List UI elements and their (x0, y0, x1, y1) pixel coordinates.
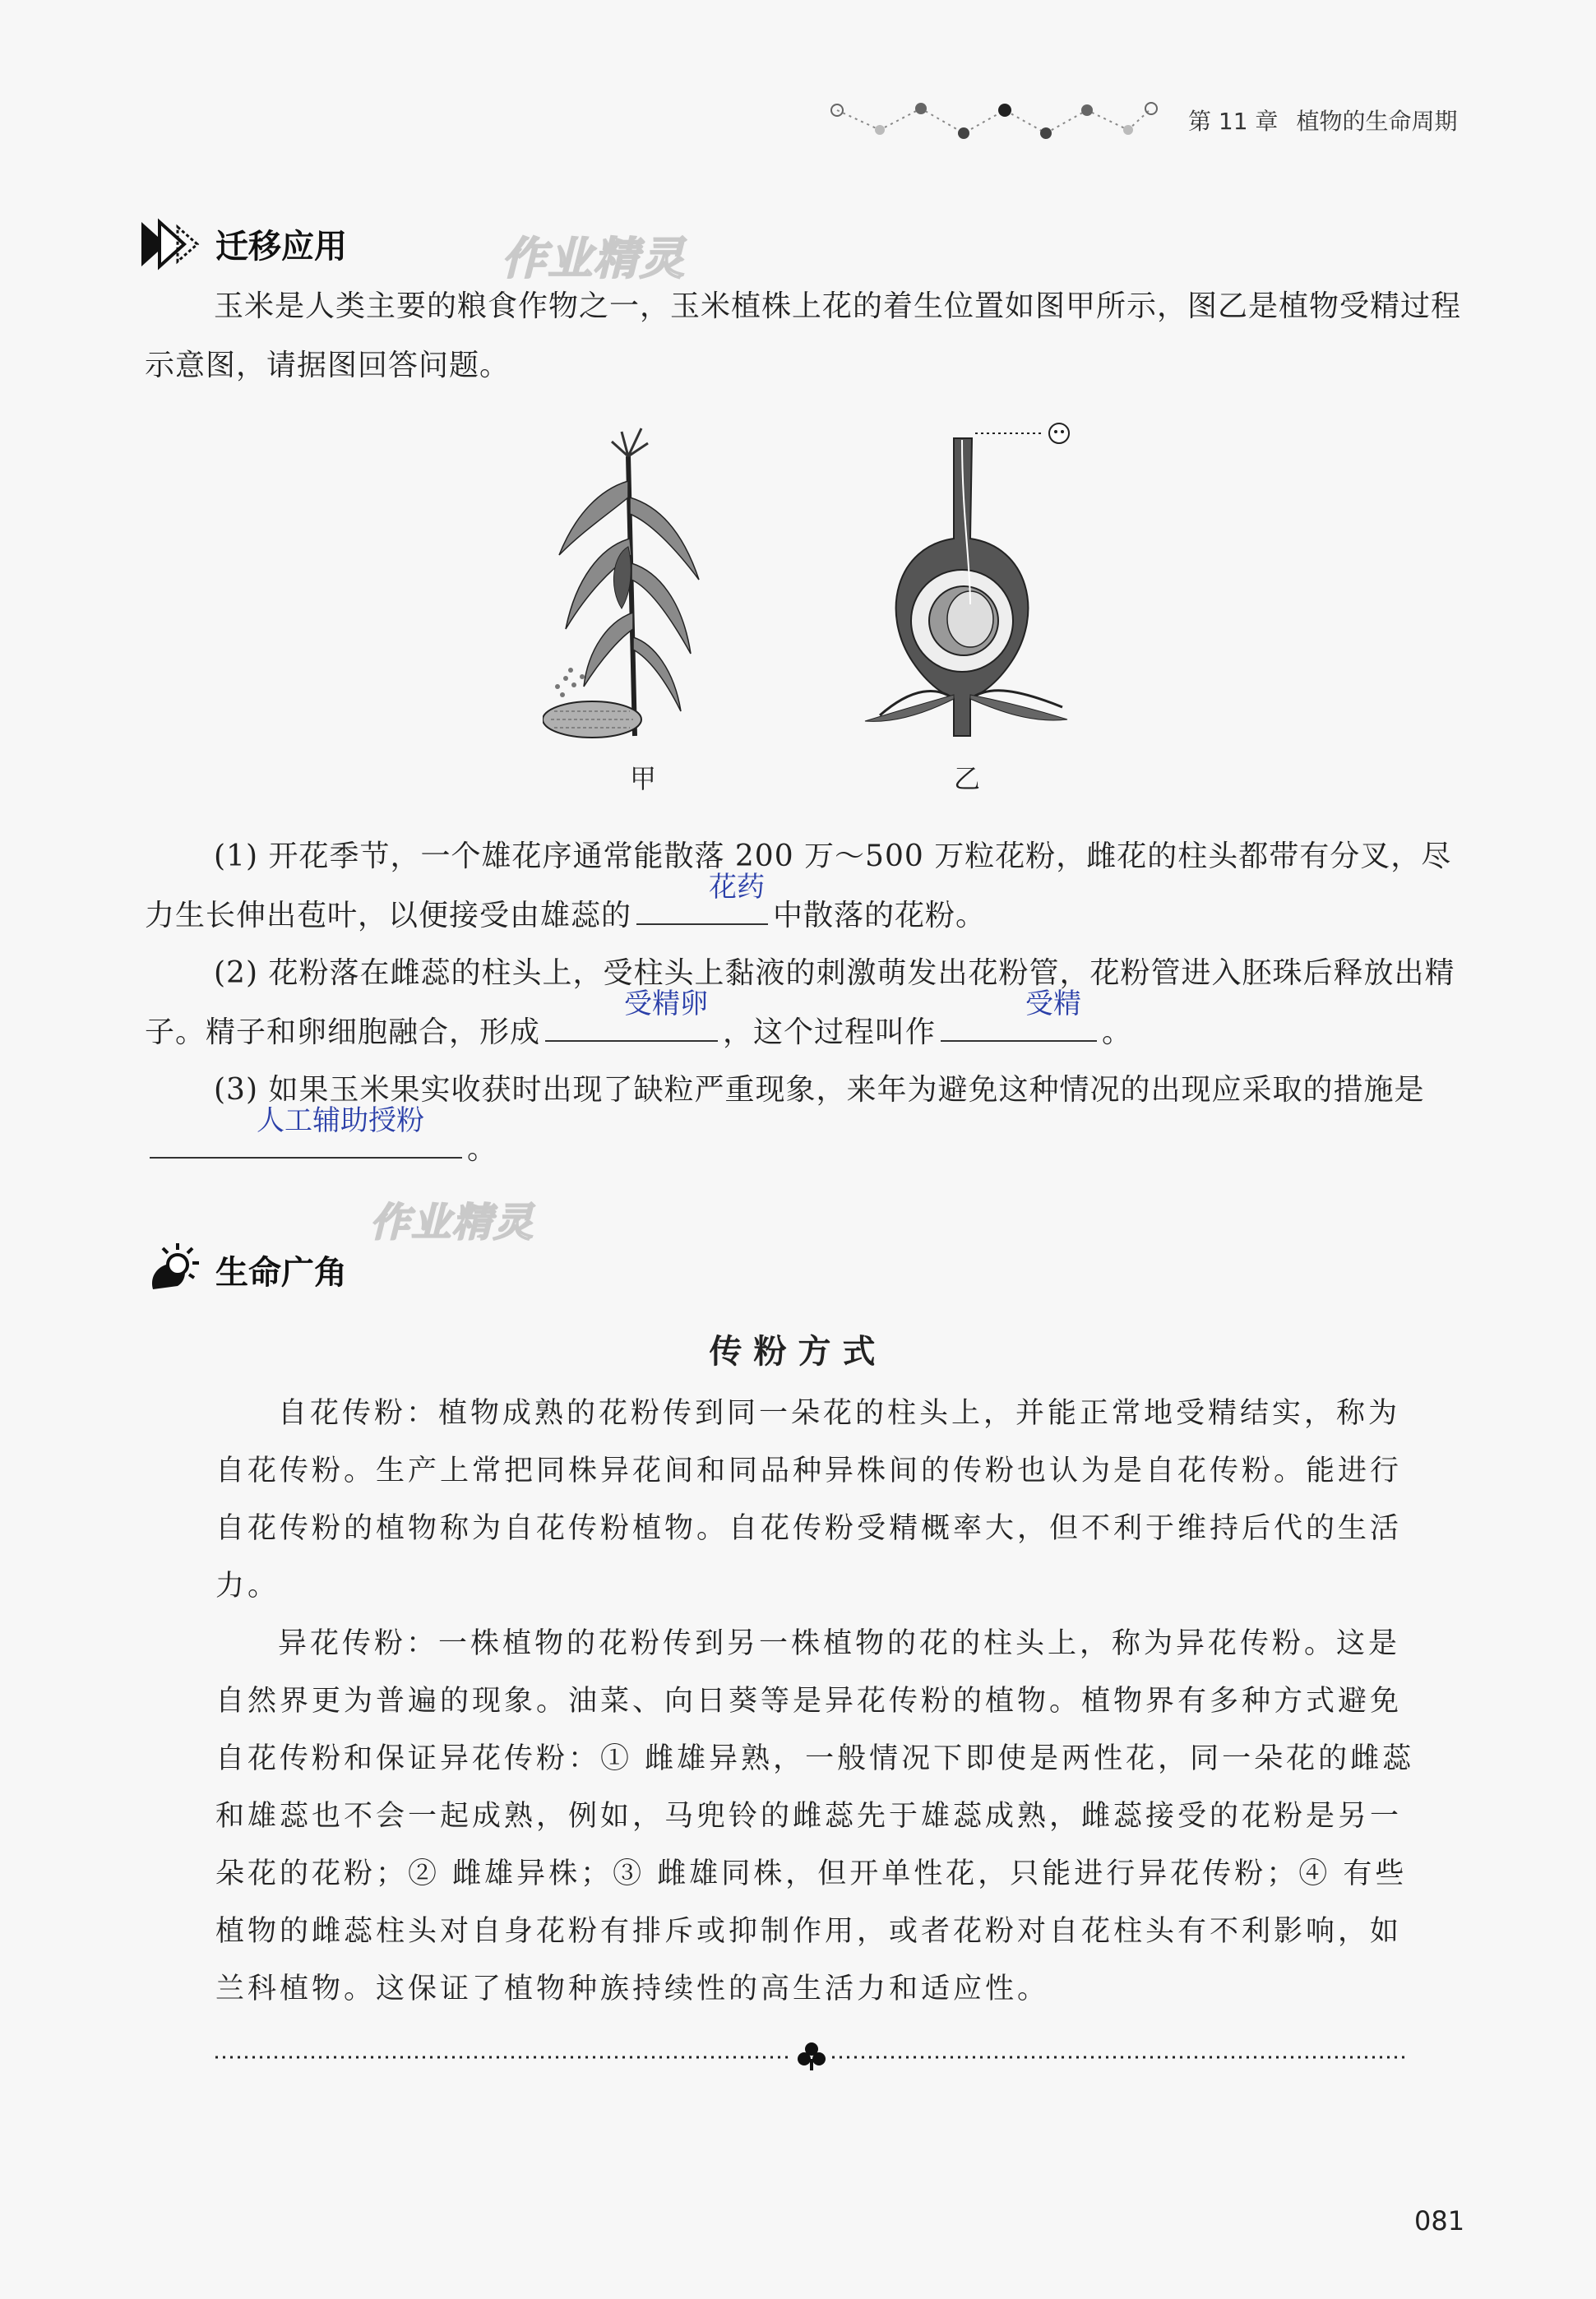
watermark-2: 作业精灵 (370, 1200, 535, 1246)
q2-text-after: 。 (1102, 1015, 1133, 1049)
section-title-transfer-application: 迁移应用 (215, 228, 347, 266)
q1-answer: 花药 (709, 871, 766, 904)
figure-label-yi: 乙 (954, 763, 981, 794)
q3-text: (3) 如果玉米果实收获时出现了缺粒严重现象，来年为避免这种情况的出现应采取的措施是 (214, 1073, 1425, 1107)
chapter-title: 植物的生命周期 (1296, 108, 1458, 135)
q1-answer-blank[interactable] (636, 871, 768, 925)
article-paragraph-2: 异花传粉：一株植物的花粉传到另一株植物的花的柱头上，称为异花传粉。这是自然界更为普遍的现象。油菜、向日葵等是异花传粉的植物。植物界有多种方式避免自花传粉和保证异花传粉：① 雌雄异熟，一般情况下即使是两性花，同一朵花的雌蕊和雄蕊也不会一起成熟，例如，马兜铃的雌蕊先于雄蕊成熟，雌蕊接受的花粉是另一朵花的花粉；② 雌雄异株；③ 雌雄同株，但开单性花，只能进行异花传粉；④ 有些植物的雌蕊柱头对自身花粉有排斥或抑制作用，或者花粉对自花柱头有不利影响，如兰科植物。这保证了植物种族持续性的高生活力和适应性。 (215, 1627, 1415, 2005)
page-number: 081 (1414, 2205, 1465, 2237)
q2-answer-1: 受精卵 (624, 988, 709, 1020)
q3-text-after: 。 (467, 1132, 498, 1166)
header-dot-decoration (822, 97, 1168, 146)
q1-text: (1) 开花季节，一个雄花序通常能散落 200 万～500 万粒花粉，雌花的柱头都带有分叉，尽力生长伸出苞叶，以便接受由雄蕊的 (145, 840, 1452, 932)
q1-text-after: 中散落的花粉。 (773, 899, 987, 932)
q3-answer-blank[interactable] (150, 1104, 462, 1159)
article-title: 传粉方式 (709, 1332, 887, 1371)
corn-plant-figure (543, 423, 707, 744)
q2-text-middle: ，这个过程叫作 (723, 1015, 937, 1049)
question-intro: 玉米是人类主要的粮食作物之一，玉米植株上花的着生位置如图甲所示，图乙是植物受精过程示意图，请据图回答问题。 (145, 289, 1462, 382)
fast-forward-icon (138, 215, 204, 273)
chapter-header (1188, 104, 1475, 136)
question-2 (145, 944, 1477, 1062)
q2-text: (2) 花粉落在雌蕊的柱头上，受柱头上黏液的刺激萌发出花粉管，花粉管进入胚珠后释放出精子。精子和卵细胞融合，形成 (145, 956, 1455, 1049)
lightbulb-icon (145, 1238, 210, 1296)
q2-answer-blank-2[interactable] (941, 988, 1097, 1042)
q3-answer: 人工辅助授粉 (257, 1104, 424, 1137)
figure-label-jia: 甲 (630, 763, 657, 794)
section-title-life-corner: 生命广角 (215, 1254, 347, 1292)
q2-answer-blank-1[interactable] (545, 988, 718, 1042)
chapter-number: 第 11 章 (1188, 108, 1279, 135)
clover-divider (215, 2039, 1408, 2072)
question-3 (145, 1061, 1477, 1179)
watermark: 作业精灵 (502, 233, 686, 284)
pistil-fertilization-figure (847, 415, 1094, 744)
question-1 (145, 827, 1477, 946)
q2-answer-2: 受精 (1025, 988, 1082, 1020)
article-paragraph-1: 自花传粉：植物成熟的花粉传到同一朵花的柱头上，并能正常地受精结实，称为自花传粉。生产上常把同株异花间和同品种异株间的传粉也认为是自花传粉。能进行自花传粉的植物称为自花传粉植物。自花传粉受精概率大，但不利于维持后代的生活力。 (215, 1397, 1403, 1603)
